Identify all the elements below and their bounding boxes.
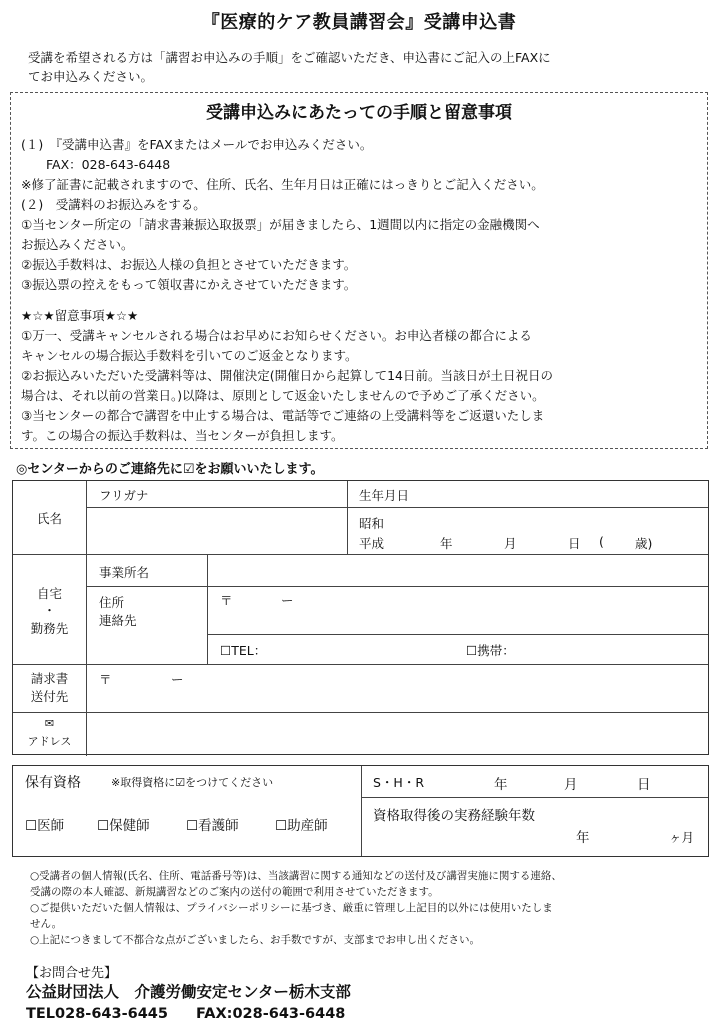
- tel-checkbox-label[interactable]: ☐TEL：: [220, 643, 267, 658]
- notice-line: ②お振込みいただいた受講料等は、開催決定(開催日から起算して14日前。当該日が土日祝日の: [21, 368, 553, 383]
- intro-text: [28, 48, 698, 86]
- qualification-box: [12, 765, 709, 857]
- birth-year-label: 年: [440, 536, 453, 551]
- era-heisei: 平成: [359, 536, 385, 551]
- procedure-line: ③振込票の控えをもって領収書にかえさせていただきます。: [21, 277, 357, 292]
- notice-line: 場合は、それ以前の営業日。)以降は、原則として返金いたしませんので予めご了承ください。: [21, 388, 545, 403]
- qualification-nurse[interactable]: ☐看護師: [186, 818, 239, 834]
- qualification-midwife[interactable]: ☐助産師: [275, 818, 328, 834]
- notice-line: ①万一、受講キャンセルされる場合はお早めにお知らせください。お申込者様の都合による: [21, 328, 532, 343]
- address-label: 住所: [99, 595, 125, 610]
- note-line: ○上記につきまして不都合な点がございましたら、お手数ですが、支部までお申し出ください。: [30, 934, 480, 946]
- email-label: アドレス: [27, 735, 72, 748]
- age-open: (: [599, 534, 604, 549]
- furigana-label: フリガナ: [99, 488, 149, 503]
- notice-line: す。この場合の振込手数料は、当センターが負担します。: [21, 428, 344, 443]
- office-label: 事業所名: [99, 565, 150, 580]
- postal-dash: ー: [281, 593, 294, 608]
- procedure-line: (１) 『受講申込書』をFAXまたはメールでお申込みください。: [21, 137, 373, 152]
- intro-line: てお申込みください。: [28, 69, 154, 84]
- organization-name: 公益財団法人 介護労働安定センター栃木支部: [26, 983, 351, 1001]
- qualification-doctor[interactable]: ☐医師: [25, 818, 65, 834]
- procedure-line: (２) 受講料のお振込みをする。: [21, 197, 206, 212]
- page-title: 『医療的ケア教員講習会』受講申込書: [201, 12, 517, 33]
- home-work-label: 勤務先: [30, 621, 69, 636]
- era-showa: 昭和: [359, 516, 385, 531]
- name-label: 氏名: [36, 511, 62, 526]
- postal-mark: 〒: [220, 593, 233, 608]
- invoice-postal-dash: ー: [171, 672, 184, 687]
- birth-month-label: 月: [504, 536, 517, 551]
- procedure-line: ②振込手数料は、お振込人様の負担とさせていただきます。: [21, 257, 357, 272]
- home-work-label: 自宅: [36, 586, 62, 601]
- email-field[interactable]: [99, 717, 699, 751]
- grid-line: [13, 554, 708, 555]
- grid-line: [361, 766, 362, 856]
- inquiry-label: 【お問合せ先】: [26, 966, 118, 981]
- notice-title: ★☆★留意事項★☆★: [21, 308, 139, 323]
- procedure-line: ※修了証書に記載されますので、住所、氏名、生年月日は正確にはっきりとご記入ください。: [21, 177, 544, 192]
- privacy-notes: [30, 868, 702, 948]
- mobile-checkbox-label[interactable]: ☐携帯：: [466, 643, 515, 658]
- name-field[interactable]: [99, 511, 345, 551]
- experience-label: 資格取得後の実務経験年数: [373, 808, 535, 824]
- procedure-line: FAX：028-643-6448: [21, 157, 171, 172]
- birthdate-label: 生年月日: [359, 488, 410, 503]
- grid-line: [86, 586, 708, 587]
- grid-line: [13, 712, 708, 713]
- invoice-label: 送付先: [30, 689, 69, 704]
- note-line: 受講の際の本人確認、新規講習などのご案内の送付の範囲で利用させていただきます。: [30, 886, 439, 898]
- contact-fax: FAX:028-643-6448: [196, 1006, 346, 1022]
- grid-line: [86, 481, 87, 756]
- grid-line: [13, 664, 708, 665]
- invoice-label: 請求書: [30, 671, 69, 686]
- birth-day-label: 日: [568, 536, 581, 551]
- home-work-label: ・: [43, 603, 56, 618]
- experience-year: 年: [576, 830, 590, 846]
- procedure-line: お振込みください。: [21, 237, 134, 252]
- grid-line: [86, 507, 708, 508]
- grid-line: [361, 797, 708, 798]
- qualification-label: 保有資格: [25, 775, 81, 791]
- application-form: [12, 480, 709, 755]
- qualification-month: 月: [564, 777, 578, 793]
- note-line: せん。: [30, 918, 63, 930]
- contact-tel: TEL028-643-6445: [26, 1006, 168, 1022]
- procedure-line: ①当センター所定の「請求書兼振込取扱票」が届きましたら、1週間以内に指定の金融機関へ: [21, 217, 540, 232]
- qualification-era: S・H・R: [373, 775, 425, 790]
- qualification-public-health-nurse[interactable]: ☐保健師: [97, 818, 150, 834]
- grid-line: [347, 481, 348, 554]
- notice-line: キャンセルの場合振込手数料を引いてのご返金となります。: [21, 348, 358, 363]
- qualification-instruction: ※取得資格に☑をつけてください: [111, 776, 274, 789]
- invoice-postal-mark: 〒: [99, 672, 112, 687]
- experience-month: ヶ月: [669, 830, 695, 845]
- age-close: 歳): [635, 536, 653, 551]
- note-line: ○ご提供いただいた個人情報は、プライバシーポリシーに基づき、厳重に管理し上記目的以外には使用いたしま: [30, 902, 553, 914]
- qualification-day: 日: [637, 777, 651, 793]
- notice-line: ③当センターの都合で講習を中止する場合は、電話等でご連絡の上受講料等をご返還いたしま: [21, 408, 545, 423]
- mail-icon: ✉: [44, 717, 55, 730]
- contact-heading: ◎センターからのご連絡先に☑をお願いいたします。: [16, 462, 324, 477]
- qualification-year: 年: [494, 777, 508, 793]
- grid-line: [207, 554, 208, 664]
- contact-label: 連絡先: [99, 613, 137, 628]
- procedure-title: 受講申込みにあたっての手順と留意事項: [206, 103, 512, 123]
- procedure-box: [10, 92, 708, 449]
- grid-line: [207, 634, 708, 635]
- intro-line: 受講を希望される方は「講習お申込みの手順」をご確認いただき、申込書にご記入の上FAXに: [28, 50, 551, 65]
- note-line: ○受講者の個人情報(氏名、住所、電話番号等)は、当該講習に関する通知などの送付及び講習実施に関する連絡、: [30, 870, 562, 882]
